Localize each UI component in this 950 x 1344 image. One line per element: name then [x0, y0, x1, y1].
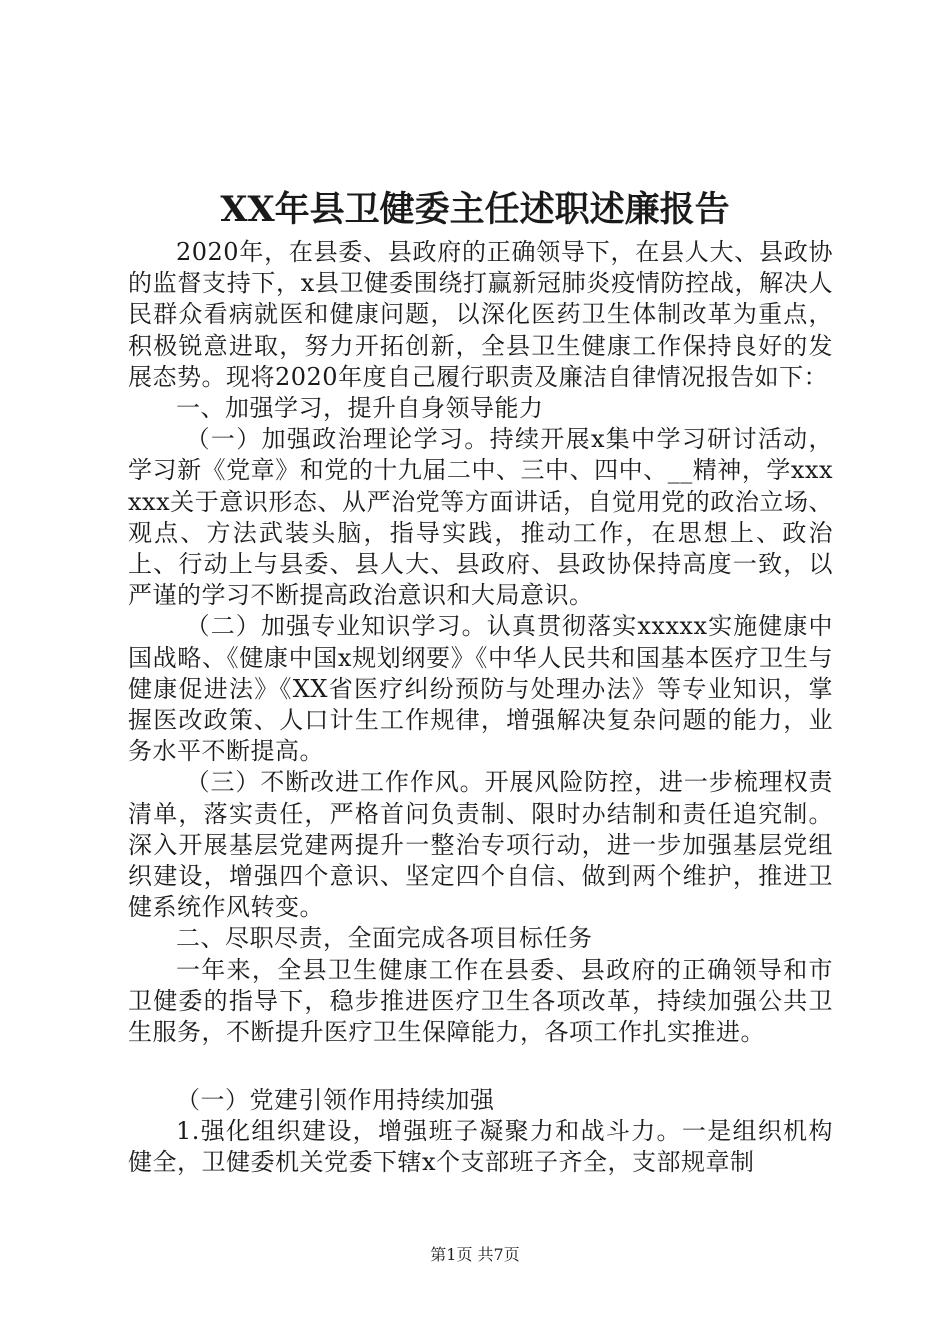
paragraph-1-1: （一）加强政治理论学习。持续开展x集中学习研讨活动，学习新《党章》和党的十九届二中、三中、四中、__精神，学xxxxxx关于意识形态、从严治党等方面讲话，自觉用党的政治立场、观点、方法武装头脑，指导实践，推动工作，在思想上、政治上、行动上与县委、县人大、县政府、县政协保持高度一致，以严谨的学习不断提高政治意识和大局意识。	[128, 425, 833, 610]
document-title: XX年县卫健委主任述职述廉报告	[220, 189, 730, 230]
document-body-continued	[128, 1085, 833, 1179]
paragraph-1-3: （三）不断改进工作作风。开展风险防控，进一步梳理权责清单，落实责任，严格首问负责制、限时办结制和责任追究制。深入开展基层党建两提升一整治专项行动，进一步加强基层党组织建设，增强四个意识、坚定四个自信、做到两个维护，推进卫健系统作风转变。	[128, 768, 833, 922]
page-number: 第1页 共7页	[430, 1245, 520, 1264]
paragraph-intro: 2020年，在县委、县政府的正确领导下，在县人大、县政协的监督支持下，x县卫健委围绕打赢新冠肺炎疫情防控战，解决人民群众看病就医和健康问题，以深化医药卫生体制改革为重点，积极锐意进取，努力开拓创新，全县卫生健康工作保持良好的发展态势。现将2020年度自己履行职责及廉洁自律情况报告如下：	[128, 238, 833, 391]
subsection-heading-2-1: （一）党建引领作用持续加强	[176, 1086, 495, 1114]
paragraph-2-intro: 一年来，全县卫生健康工作在县委、县政府的正确领导和市卫健委的指导下，稳步推进医疗卫生各项改革，持续加强公共卫生服务，不断提升医疗卫生保障能力，各项工作扎实推进。	[128, 955, 833, 1047]
section-heading-2: 二、尽职尽责，全面完成各项目标任务	[176, 924, 593, 953]
paragraph-2-1-1: 1.强化组织建设，增强班子凝聚力和战斗力。一是组织机构健全，卫健委机关党委下辖x个支部班子齐全，支部规章制	[128, 1117, 833, 1177]
section-heading-1: 一、加强学习，提升自身领导能力	[176, 394, 544, 423]
document-body	[128, 237, 833, 1048]
paragraph-1-2: （二）加强专业知识学习。认真贯彻落实xxxxx实施健康中国战略、《健康中国x规划纲要》《中华人民共和国基本医疗卫生与健康促进法》《XX省医疗纠纷预防与处理办法》等专业知识，掌握医改政策、人口计生工作规律，增强解决复杂问题的能力，业务水平不断提高。	[128, 612, 833, 766]
